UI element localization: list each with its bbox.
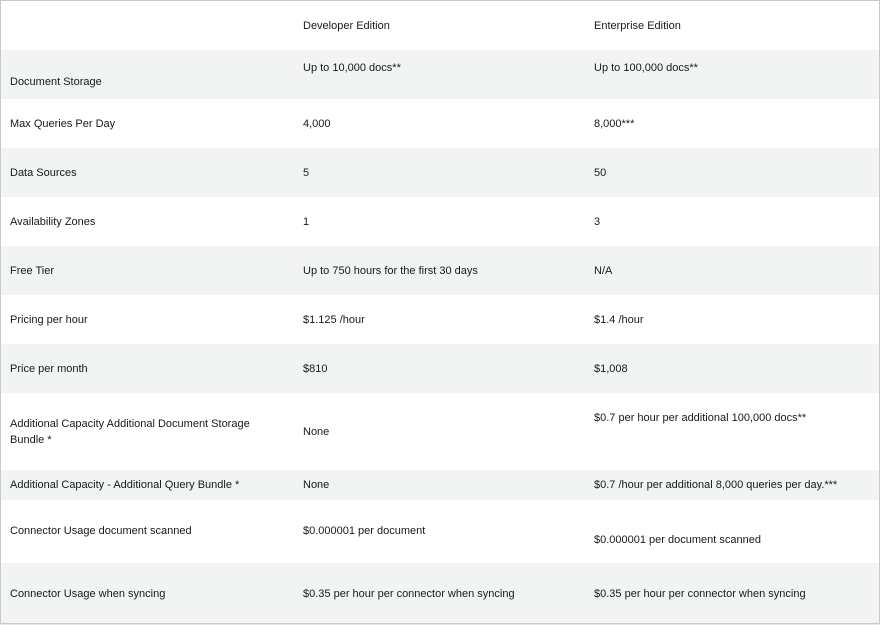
enterprise-value: $0.7 /hour per additional 8,000 queries per day.*** — [594, 479, 838, 491]
row-label: Max Queries Per Day — [10, 117, 116, 130]
pricing-comparison-table — [1, 1, 879, 624]
enterprise-value: N/A — [594, 264, 613, 277]
developer-value: 1 — [303, 215, 310, 228]
enterprise-value: 3 — [594, 215, 601, 228]
enterprise-value: $0.7 per hour per additional 100,000 docs** — [594, 412, 807, 424]
developer-value: Up to 10,000 docs** — [303, 62, 401, 74]
row-label: Connector Usage document scanned — [10, 525, 192, 537]
developer-value: 4,000 — [303, 117, 331, 130]
table-row — [1, 295, 879, 344]
table-row — [1, 500, 879, 563]
row-label: Document Storage — [10, 76, 102, 88]
row-label: Data Sources — [10, 166, 77, 179]
row-label: Free Tier — [10, 264, 55, 277]
header-feature-cell — [1, 1, 293, 50]
table-row — [1, 563, 879, 624]
row-label: Additional Capacity Additional Document Storage Bundle * — [10, 417, 250, 446]
enterprise-value: $1.4 /hour — [594, 313, 644, 326]
row-label: Additional Capacity - Additional Query Bundle * — [10, 479, 240, 491]
header-developer-edition: Developer Edition — [303, 19, 390, 32]
header-enterprise-edition: Enterprise Edition — [594, 19, 681, 32]
table-row — [1, 50, 879, 99]
developer-value: $0.000001 per document — [303, 525, 426, 537]
enterprise-value: $0.35 per hour per connector when syncing — [594, 587, 806, 600]
developer-value: None — [303, 479, 330, 491]
table-row — [1, 393, 879, 470]
row-label: Availability Zones — [10, 215, 96, 228]
table-row — [1, 99, 879, 148]
row-label: Pricing per hour — [10, 313, 88, 326]
developer-value: 5 — [303, 166, 310, 179]
developer-value: $810 — [303, 362, 328, 375]
developer-value: $1.125 /hour — [303, 313, 365, 326]
enterprise-value: 8,000*** — [594, 117, 635, 130]
enterprise-value: 50 — [594, 166, 607, 179]
developer-value: Up to 750 hours for the first 30 days — [303, 264, 478, 277]
enterprise-value: Up to 100,000 docs** — [594, 62, 698, 74]
table-row — [1, 470, 879, 500]
table-row — [1, 246, 879, 295]
enterprise-value: $1,008 — [594, 362, 628, 375]
row-label: Connector Usage when syncing — [10, 587, 166, 600]
table-row — [1, 148, 879, 197]
table-row — [1, 344, 879, 393]
table-row — [1, 197, 879, 246]
header-row — [1, 1, 879, 50]
row-label: Price per month — [10, 362, 88, 375]
developer-value: $0.35 per hour per connector when syncing — [303, 587, 515, 600]
enterprise-value: $0.000001 per document scanned — [594, 534, 761, 546]
developer-value: None — [303, 425, 330, 438]
